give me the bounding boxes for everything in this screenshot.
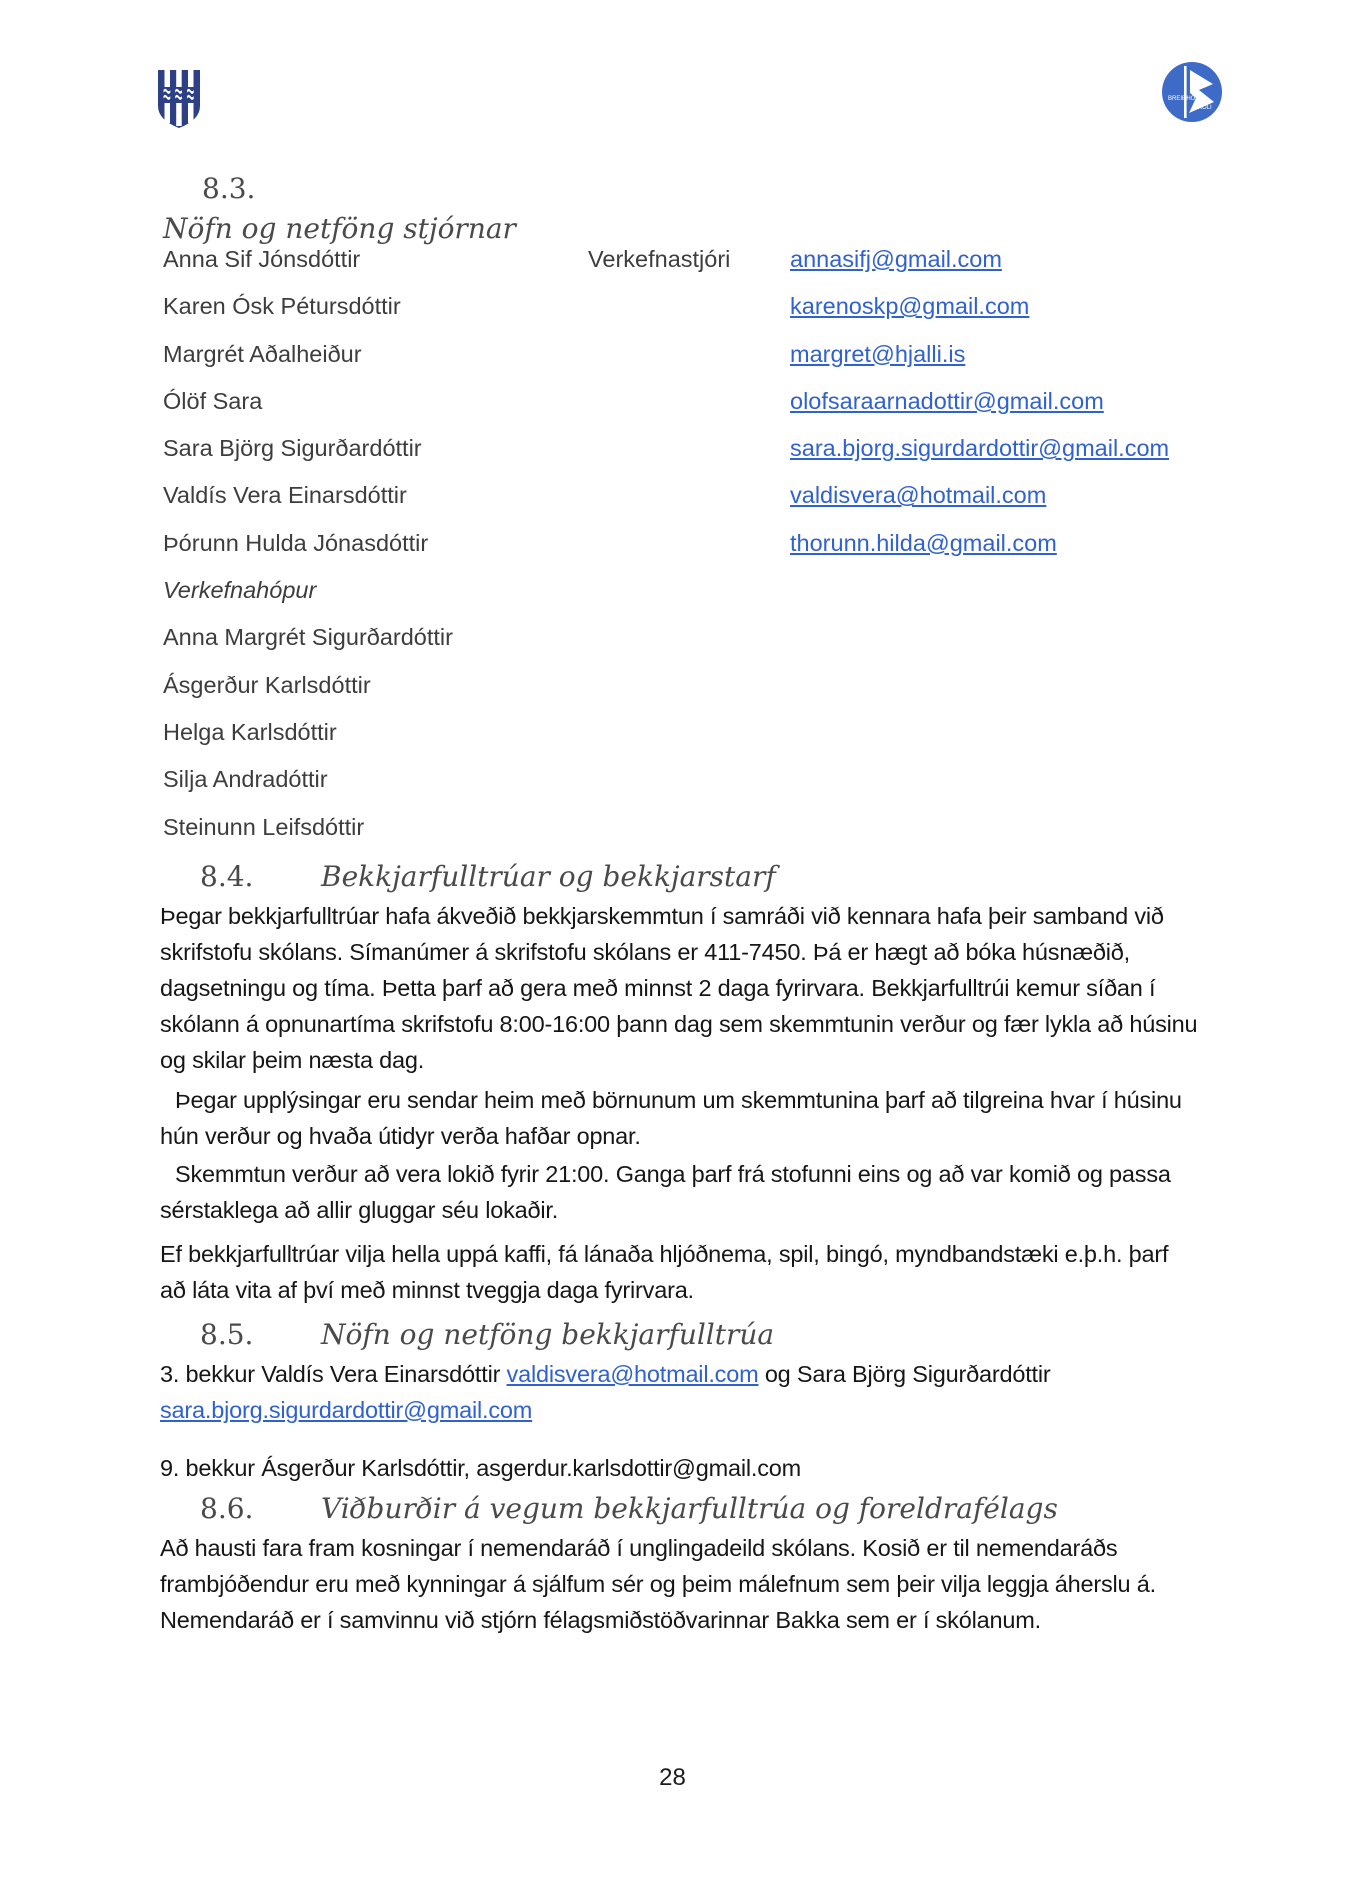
section-title: Bekkjarfulltrúar og bekkjarstarf: [321, 860, 776, 893]
member-name: Anna Margrét Sigurðardóttir: [163, 624, 453, 651]
member-name: Sara Björg Sigurðardóttir: [163, 435, 422, 462]
school-logo-text-line1: BREIÐHOLTS: [1168, 96, 1206, 102]
section-number: 8.5.: [200, 1318, 254, 1351]
team-member-row: [163, 756, 1223, 803]
board-member-row: [163, 283, 1223, 330]
team-member-row: [163, 804, 1223, 851]
team-subheading: Verkefnahópur: [163, 577, 317, 604]
member-email-link[interactable]: margret@hjalli.is: [790, 340, 966, 367]
municipality-shield-logo: [158, 70, 200, 128]
board-member-row: [163, 472, 1223, 519]
section-8-5-heading: [200, 1318, 774, 1351]
team-member-row: [163, 614, 1223, 661]
class-3-email-link-1[interactable]: valdisvera@hotmail.com: [506, 1361, 759, 1387]
team-member-row: [163, 709, 1223, 756]
school-logo-text-line2: SKÓLI: [1194, 105, 1212, 111]
class-3-reps-text-2: og Sara Björg Sigurðardóttir: [758, 1361, 1051, 1387]
member-name: Þórunn Hulda Jónasdóttir: [163, 529, 429, 556]
section-number: 8.3.: [202, 172, 256, 205]
member-email-link[interactable]: thorunn.hilda@gmail.com: [790, 529, 1057, 556]
member-email-link[interactable]: karenoskp@gmail.com: [790, 293, 1030, 320]
board-member-row: [163, 331, 1223, 378]
paragraph-8-4-3: Skemmtun verður að vera lokið fyrir 21:00. Ganga þarf frá stofunni eins og að var komið og passa sérstaklega að allir gluggar séu lokaðir.: [160, 1161, 1171, 1223]
section-number: 8.4.: [200, 860, 254, 893]
board-and-team-list: [163, 236, 1223, 851]
team-member-row: [163, 662, 1223, 709]
member-email-link[interactable]: sara.bjorg.sigurdardottir@gmail.com: [790, 435, 1170, 462]
member-name: Margrét Aðalheiður: [163, 340, 362, 367]
section-8-6-heading: [200, 1492, 1058, 1525]
paragraph-8-5-1: [160, 1356, 1200, 1428]
shield-icon: [158, 70, 200, 128]
board-member-row: [163, 236, 1223, 283]
section-8-3-number: [202, 172, 323, 205]
paragraph-8-4-1: Þegar bekkjarfulltrúar hafa ákveðið bekkjarskemmtun í samráði við kennara hafa þeir samband við skrifstofu skólans. Símanúmer á skrifstofu skólans er 411-7450. Þá er hægt að bóka húsnæðið, dagsetningu og tíma. Þetta þarf að gera með minnst 2 daga fyrirvara. Bekkjarfulltrúi kemur síðan í skólann á opnunartíma skrifstofu 8:00-16:00 þann dag sem skemmtunin verður og fær lykla að húsinu og skilar þeim næsta dag.: [160, 903, 1198, 1073]
member-name: Silja Andradóttir: [163, 766, 328, 793]
board-member-row: [163, 378, 1223, 425]
member-name: Ásgerður Karlsdóttir: [163, 671, 371, 698]
member-role: Verkefnastjóri: [588, 246, 731, 272]
member-name: Steinunn Leifsdóttir: [163, 813, 365, 840]
member-name: Helga Karlsdóttir: [163, 718, 337, 745]
page-number: 28: [659, 1764, 686, 1791]
member-name: Ólöf Sara: [163, 387, 263, 414]
member-email-link[interactable]: annasifj@gmail.com: [790, 246, 1002, 272]
paragraph-8-4-4: Ef bekkjarfulltrúar vilja hella uppá kaffi, fá lánaða hljóðnema, spil, bingó, myndbandstæki e.þ.h. þarf að láta vita af því með minnst tveggja daga fyrirvara.: [160, 1241, 1169, 1303]
section-8-3-title: Nöfn og netföng stjórnar: [163, 212, 516, 245]
paragraph-8-4-2: Þegar upplýsingar eru sendar heim með börnunum um skemmtunina þarf að tilgreina hvar í húsinu hún verður og hvaða útidyr verða hafðar opnar.: [160, 1087, 1182, 1149]
paragraph-8-5-2: 9. bekkur Ásgerður Karlsdóttir, asgerdur.karlsdottir@gmail.com: [160, 1455, 801, 1481]
member-name: Karen Ósk Pétursdóttir: [163, 293, 401, 320]
section-8-4-heading: [200, 860, 776, 893]
class-3-reps-text: 3. bekkur Valdís Vera Einarsdóttir: [160, 1361, 507, 1387]
section-title: Viðburðir á vegum bekkjarfulltrúa og foreldrafélags: [321, 1492, 1058, 1525]
member-email-link[interactable]: valdisvera@hotmail.com: [790, 482, 1047, 509]
section-number: 8.6.: [200, 1492, 254, 1525]
board-member-row: [163, 520, 1223, 567]
team-subheading-row: [163, 567, 1223, 614]
member-email-link[interactable]: olofsaraarnadottir@gmail.com: [790, 387, 1104, 414]
class-3-email-link-2[interactable]: sara.bjorg.sigurdardottir@gmail.com: [160, 1397, 533, 1423]
member-name: Valdís Vera Einarsdóttir: [163, 482, 407, 509]
school-logo-icon: [1160, 60, 1224, 124]
school-logo: [1160, 60, 1224, 124]
board-member-row: [163, 425, 1223, 472]
paragraph-8-6-1: Að hausti fara fram kosningar í nemendaráð í unglingadeild skólans. Kosið er til nemendaráðs frambjóðendur eru með kynningar á sjálfum sér og þeim málefnum sem þeir vilja leggja áherslu á. Nemendaráð er í samvinnu við stjórn félagsmiðstöðvarinnar Bakka sem er í skólanum.: [160, 1535, 1156, 1633]
section-title: Nöfn og netföng bekkjarfulltrúa: [321, 1318, 775, 1351]
member-name: Anna Sif Jónsdóttir: [163, 246, 361, 272]
